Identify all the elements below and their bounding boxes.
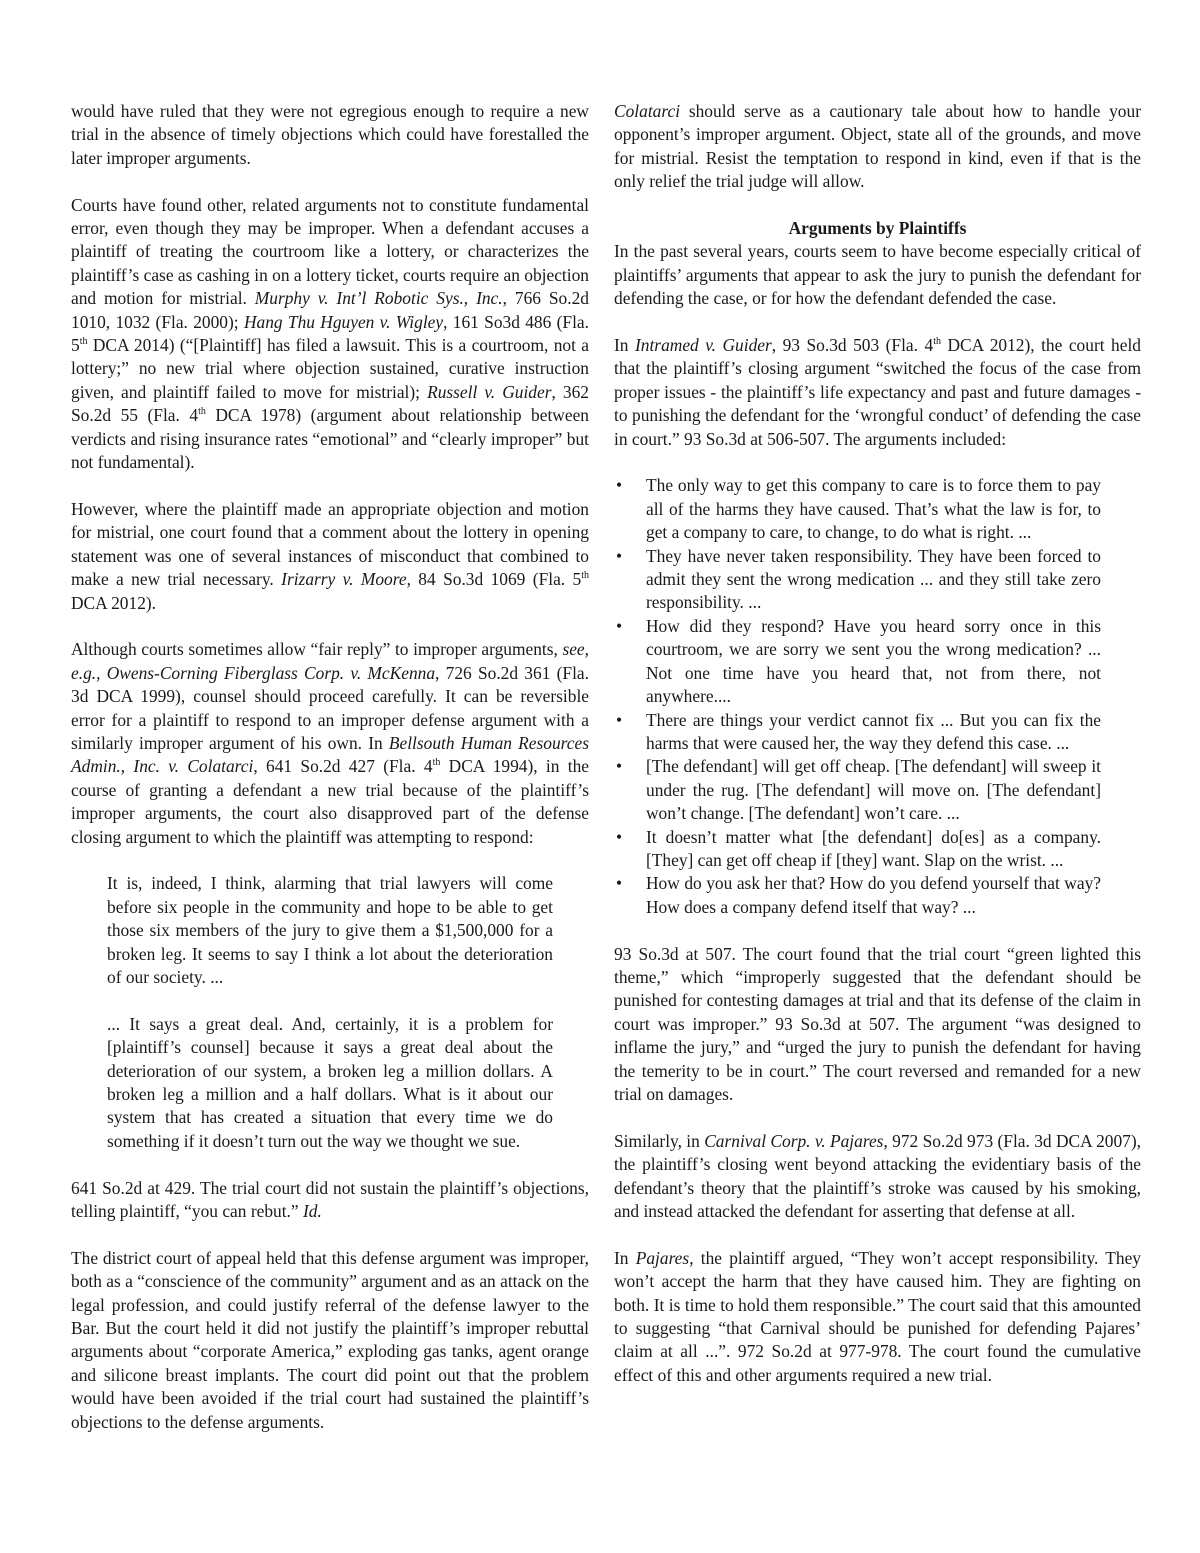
list-item: • It doesn’t matter what [the defendant] do[es] as a company. [They] can get off cheap if [they] want. Slap on the wrist. ... [616,826,1101,870]
paragraph: Similarly, in Carnival Corp. v. Pajares, 972 So.2d 973 (Fla. 3d DCA 2007), the plaintiff’s closing went beyond attacking the evidentiary basis of the defendant’s theory that the plaintiff’s stroke was caused by his smoking, and instead attacked the defendant for asserting that defense at all. [614,1130,1142,1222]
case-citation: Carnival Corp. v. Pajares [704,1130,884,1151]
paragraph: 641 So.2d at 429. The trial court did not sustain the plaintiff’s objections, telling plaintiff, “you can rebut.” Id. [71,1177,589,1221]
paragraph: In Intramed v. Guider, 93 So.3d 503 (Fla. 4th DCA 2012), the court held that the plaintiff’s closing argument “switched the focus of the case from proper issues - the plaintiff’s life expectancy and past and future damages - to punishing the defendant for the ‘wrongful conduct’ of defending the case in court.” 93 So.3d at 506-507. The arguments included: [614,335,1141,449]
list-item: • The only way to get this company to care is to force them to pay all of the harms they have caused. That’s what the law is for, to get a company to care, to change, to do what is right. ... [616,475,1101,543]
paragraph: 93 So.3d at 507. The court found that the trial court “green lighted this theme,” which “improperly suggested that the defendant should be punished for contesting damages at trial and that its defense of the claim in court was improper.” 93 So.3d at 507. The argument “was designed to inflame the jury,” and “urged the jury to punish the defendant for having the temerity to be in court.” The court reversed and remanded for a new trial on damages. [614,943,1141,1104]
bullet-icon: • [616,475,623,496]
list-item: • How do you ask her that? How do you defend yourself that way? How does a company defend itself that way? ... [616,873,1101,917]
bullet-icon: • [616,615,623,636]
section-heading: Arguments by Plaintiffs [788,218,967,239]
list-item: • [The defendant] will get off cheap. [The defendant] will sweep it under the rug. [The defendant] will move on. [The defendant] won’t change. [The defendant] won’t care. ... [616,756,1101,824]
paragraph: The district court of appeal held that this defense argument was improper, both as a “conscience of the community” argument and as an attack on the legal profession, and could justify referral of the defense lawyer to the Bar. But the court held it did not justify the plaintiff’s improper rebuttal arguments about “corporate America,” exploding gas tanks, agent orange and silicone breast implants. The court did point out that the problem would have been avoided if the trial court had sustained the plaintiff’s objections to the defense arguments. [71,1247,589,1432]
case-citation: Pajares [635,1247,690,1268]
paragraph: Colatarci should serve as a cautionary tale about how to handle your opponent’s improper argument. Object, state all of the grounds, and move for mistrial. Resist the temptation to respond in kind, even if that is the only relief the trial judge will allow. [614,101,1141,192]
left-column [71,100,589,1457]
paragraph: Although courts sometimes allow “fair reply” to improper arguments, see, e.g., Owens-Corning Fiberglass Corp. v. McKenna, 726 So.2d 361 (Fla. 3d DCA 1999), counsel should proceed carefully. It can be reversible error for a plaintiff to respond to an improper defense argument with a similarly improper argument of his own. In Bellsouth Human Resources Admin., Inc. v. Colatarci, 641 So.2d 427 (Fla. 4th DCA 1994), in the course of granting a defendant a new trial because of the plaintiff’s improper arguments, the court also disapproved part of the defense closing argument to which the plaintiff was attempting to respond: [71,639,590,847]
bullet-icon: • [616,826,623,847]
list-item: • They have never taken responsibility. They have been forced to admit they sent the wrong medication ... and they still take zero responsibility. ... [616,545,1101,613]
case-citation: Id. [302,1201,322,1221]
bullet-icon: • [616,756,623,777]
case-citation: see, e.g., Owens-Corning Fiberglass Corp. v. McKenna [71,639,589,683]
list-item: • How did they respond? Have you heard sorry once in this courtroom, we are sorry we sent you the wrong medication? ... Not one time have you heard that, not from there, not anywhere.... [616,615,1101,707]
case-citation: Russell v. Guider [427,381,552,402]
quote-paragraph: It is, indeed, I think, alarming that trial lawyers will come before six people in the community and hope to be able to get those six members of the jury to give them a $1,500,000 for a broken leg. It seems to say I think a lot about the deterioration of our society. ... [107,873,553,987]
case-citation: Hang Thu Hguyen v. Wigley [243,311,444,332]
right-column [614,100,1141,1411]
paragraph: However, where the plaintiff made an appropriate objection and motion for mistrial, one court found that a comment about the lottery in opening statement was one of several instances of misconduct that combined to make a new trial necessary. Irizarry v. Moore, 84 So.3d 1069 (Fla. 5th DCA 2012). [71,498,590,613]
case-citation: Colatarci [614,101,681,121]
quoted-arguments-list [614,474,1141,919]
paragraph: would have ruled that they were not egregious enough to require a new trial in the absence of timely objections which could have forestalled the later improper arguments. [71,101,589,168]
bullet-icon: • [616,709,623,730]
case-citation: Irizarry v. Moore [281,569,407,590]
list-item: • There are things your verdict cannot fix ... But you can fix the harms that were caused her, the way they defend this case. ... [616,709,1101,753]
paragraph: In the past several years, courts seem to have become especially critical of plaintiffs’ arguments that appear to ask the jury to punish the defendant for defending the case, or for how the defendant defended the case. [614,241,1141,309]
bullet-icon: • [616,545,623,566]
case-citation: Intramed v. Guider [634,335,772,356]
paragraph: In Pajares, the plaintiff argued, “They won’t accept responsibility. They won’t accept the harm that they have caused him. They are fighting on both. It is time to hold them responsible.” The court said that this amounted to suggesting “that Carnival should be punished for defending Pajares’ claim at all ...”. 972 So.2d at 977-978. The court found the cumulative effect of this and other arguments required a new trial. [614,1247,1142,1385]
case-citation: Bellsouth Human Resources Admin., Inc. v. Colatarci [71,732,589,777]
block-quote [107,872,553,1153]
paragraph: Courts have found other, related arguments not to constitute fundamental error, even though they may be improper. When a defendant accuses a plaintiff of treating the courtroom like a lottery, or characterizes the plaintiff’s case as cashing in on a lottery ticket, courts require an objection and motion for mistrial. Murphy v. Int’l Robotic Sys., Inc., 766 So.2d 1010, 1032 (Fla. 2000); Hang Thu Hguyen v. Wigley, 161 So3d 486 (Fla. 5th DCA 2014) (“[Plaintiff] has filed a lawsuit. This is a courtroom, not a lottery;” no new trial where objection sustained, curative instruction given, and plaintiff failed to move for mistrial); Russell v. Guider, 362 So.2d 55 (Fla. 4th DCA 1978) (argument about relationship between verdicts and rising insurance rates “emotional” and “clearly improper” but not fundamental). [71,194,589,473]
case-citation: Murphy v. Int’l Robotic Sys., Inc. [254,288,503,309]
bullet-icon: • [616,873,623,894]
quote-paragraph: ... It says a great deal. And, certainly, it is a problem for [plaintiff’s counsel] because it says a great deal about the deterioration of our system, a broken leg a million dollars. A broken leg a million and a half dollars. What is it about our system that has created a situation that every time we do something if it doesn’t turn out the way we thought we sue. [107,1013,553,1151]
